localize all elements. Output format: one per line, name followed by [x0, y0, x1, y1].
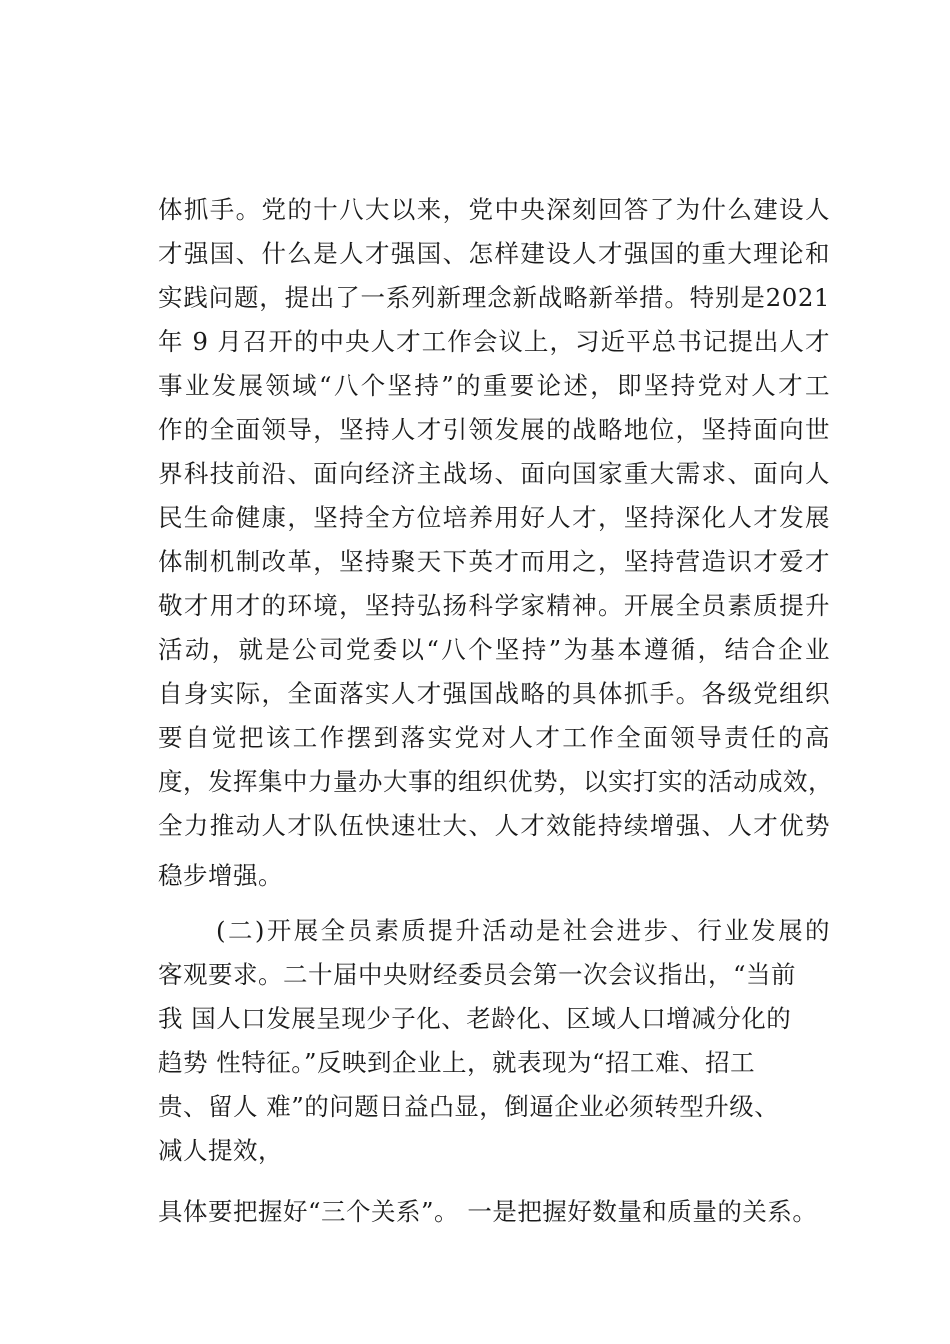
text-line: 贵、留人 难”的问题日益凸显，倒逼企业必须转型升级、	[158, 1092, 780, 1121]
text-line: 才强国、什么是人才强国、怎样建设人才强国的重大理论和	[158, 239, 830, 268]
text-line: 趋势 性特征。”反映到企业上，就表现为“招工难、招工	[158, 1048, 756, 1077]
text-line: 作的全面领导，坚持人才引领发展的战略地位，坚持面向世	[158, 415, 830, 444]
text-line: 活动，就是公司党委以“八个坚持”为基本遵循，结合企业	[158, 635, 830, 664]
text-line: 稳步增强。	[158, 861, 283, 890]
text-line: 要自觉把该工作摆到落实党对人才工作全面领导责任的高	[158, 723, 830, 752]
text-line: 体抓手。党的十八大以来，党中央深刻回答了为什么建设人	[158, 195, 830, 224]
text-line: 实践问题，提出了一系列新理念新战略新举措。特别是2021	[158, 283, 830, 312]
text-line: 事业发展领域“八个坚持”的重要论述，即坚持党对人才工	[158, 371, 830, 400]
section-heading-line: (二)开展全员素质提升活动是社会进步、行业发展的	[216, 916, 830, 945]
text-line: 体制机制改革，坚持聚天下英才而用之，坚持营造识才爱才	[158, 547, 830, 576]
text-line: 年 9 月召开的中央人才工作会议上，习近平总书记提出人才	[158, 327, 830, 356]
text-line: 减人提效，	[158, 1136, 283, 1165]
text-line: 自身实际，全面落实人才强国战略的具体抓手。各级党组织	[158, 679, 830, 708]
text-line: 客观要求。二十届中央财经委员会第一次会议指出，“当前	[158, 960, 797, 989]
text-line: 具体要把握好“三个关系”。 一是把握好数量和质量的关系。	[158, 1197, 818, 1226]
text-line: 全力推动人才队伍快速壮大、人才效能持续增强、人才优势	[158, 811, 830, 840]
text-line: 度，发挥集中力量办大事的组织优势，以实打实的活动成效，	[158, 767, 833, 796]
text-line: 我 国人口发展呈现少子化、老龄化、区域人口增减分化的	[158, 1004, 792, 1033]
text-line: 界科技前沿、面向经济主战场、面向国家重大需求、面向人	[158, 459, 830, 488]
text-line: 敬才用才的环境，坚持弘扬科学家精神。开展全员素质提升	[158, 591, 830, 620]
text-line: 民生命健康，坚持全方位培养用好人才，坚持深化人才发展	[158, 503, 830, 532]
